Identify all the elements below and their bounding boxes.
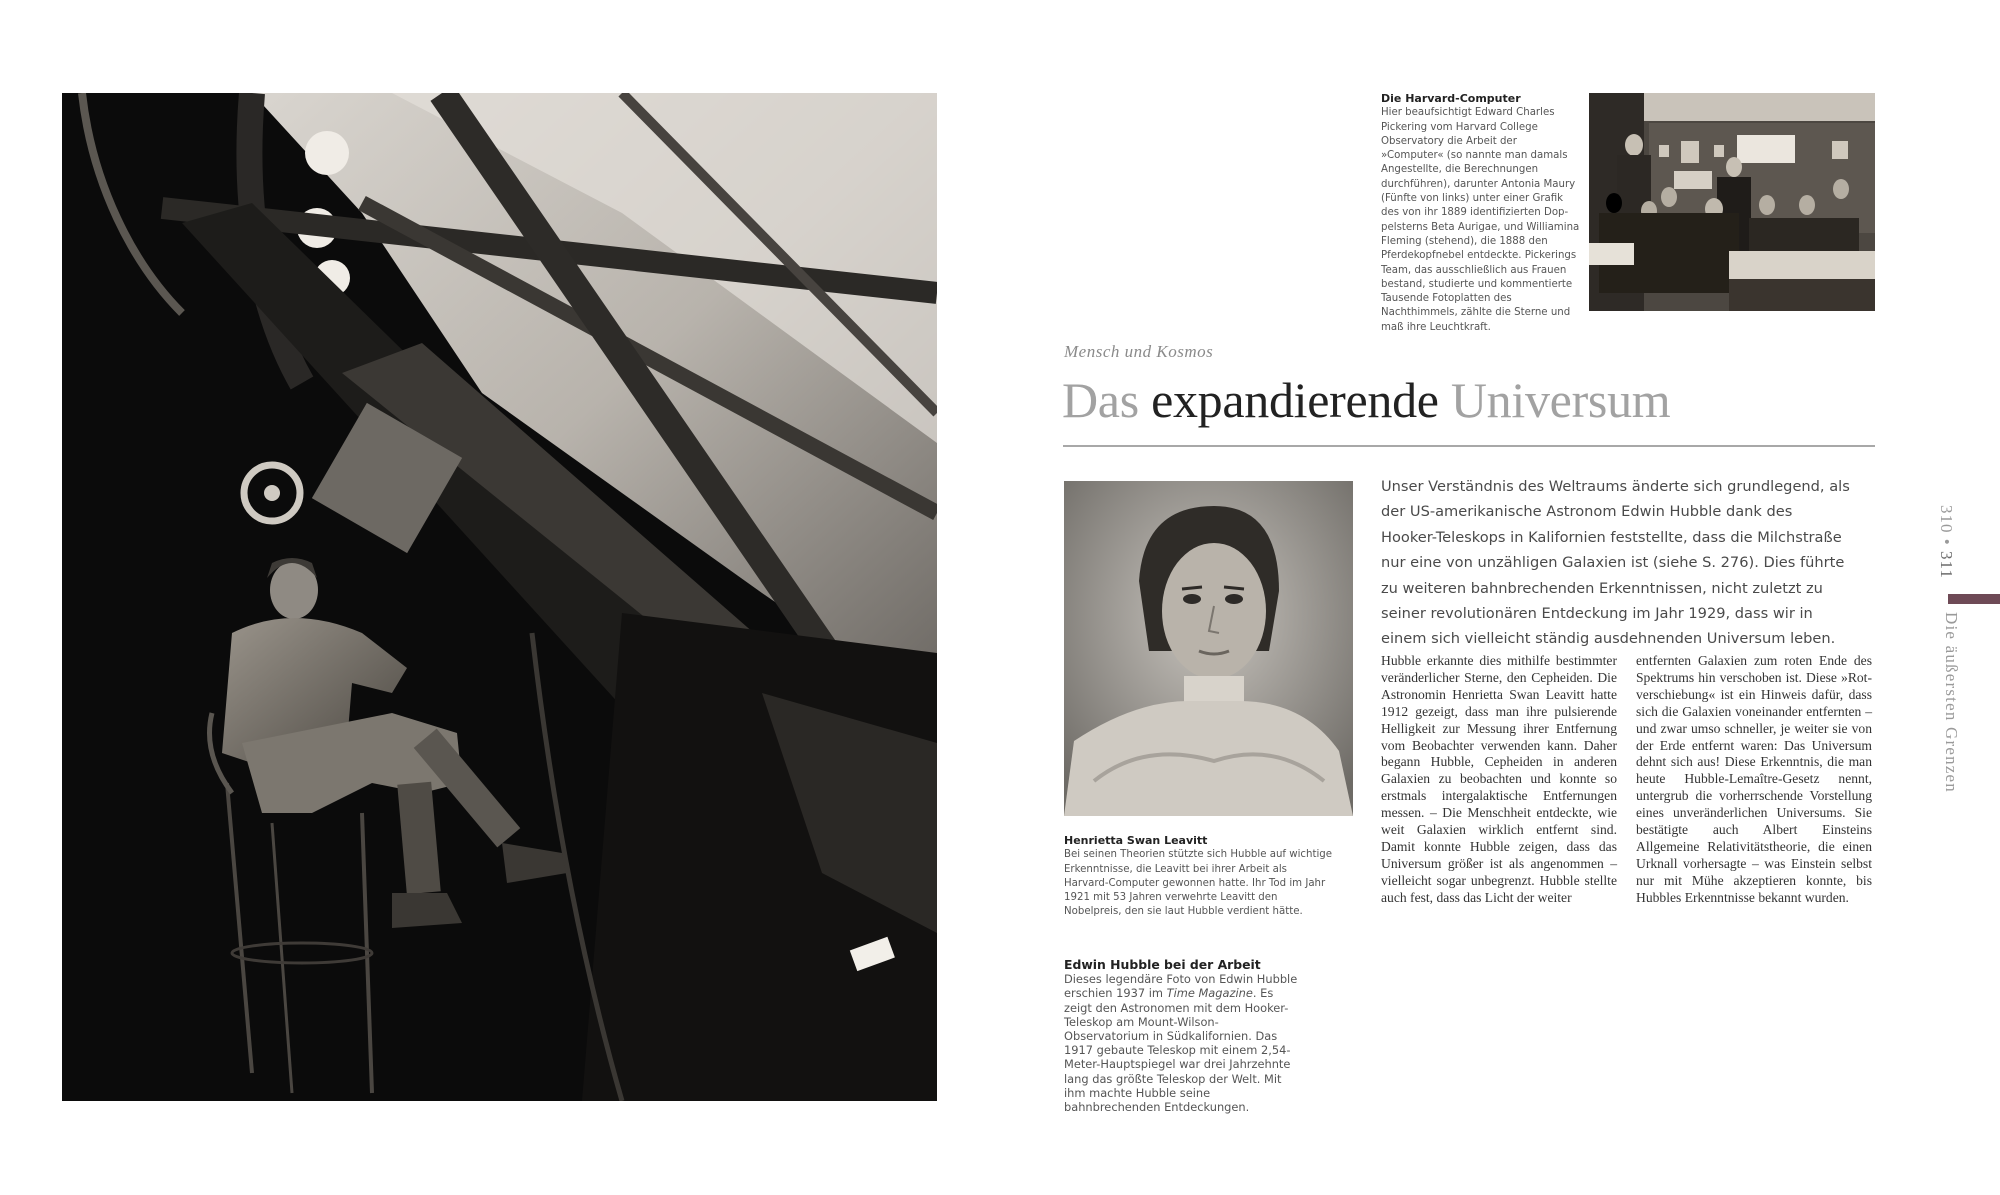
telescope-photo-icon [62,93,937,1101]
caption-text: Hier beaufsichtigt Edward Charles Pickering vom Harvard College Observatory die Arbeit der »Computer« (so nannte man damals Angestellte, die Berechnungen durchführen), darunter Antonia Maury (Fünfte von links) unter einer Grafik des von ihr 1889 identifizierten Doppelsterns Beta Aurigae, und Williamina Fleming (stehend), die 1888 den Pferdekopfnebel entdeckte. Pickerings Team, das ausschließlich aus Frauen bestand, studierte und kommentierte Tausende Fotoplatten des Nachthimmels, zählte die Sterne und maß ihre Leuchtkraft. [1381,107,1580,333]
page-title [1062,370,1670,430]
harvard-computers-photo [1589,93,1875,311]
page-separator: • [1937,538,1956,546]
caption-title: Die Harvard-Computer [1381,92,1521,105]
body-column-2: entfernten Galaxien zum roten Ende des Spektrums hin verschoben ist. Diese »Rotverschiebung« ist ein Hinweis dafür, dass sich die Galaxien voneinander entfernten – und zwar umso schneller, je weiter sie von der Erde entfernt waren: Das Universum dehnt sich aus! Diese Erkenntnis, die man heute Hubble-Lemaître-Gesetz nennt, untergrub die vorherrschende Vorstellung eines unveränderlichen Universums. Sie bestätigte auch Albert Einsteins Allgemeine Relativitätstheorie, die einen Urknall vorhersagte – was Einstein selbst nur mit Mühe akzeptieren konnte, bis Hubbles Erkenntnisse bekannt wurden. [1636,653,1872,905]
title-divider [1063,445,1875,447]
leavitt-caption [1064,834,1334,920]
caption-title: Henrietta Swan Leavitt [1064,834,1208,847]
hubble-telescope-photo [62,93,937,1101]
caption-text-start: Dieses legendäre Foto von Edwin Hubble erschien 1937 im [1064,972,1298,1001]
intro-paragraph: Unser Verständnis des Weltraums änderte sich grundlegend, als der US-amerikanische Astronom Edwin Hubble dank des Hooker-Teleskops in Kalifornien feststellte, dass die Milchstraße nur eine von unzähligen Galaxien ist (siehe S. 276). Dies führte zu weiteren bahnbrechenden Erkenntnissen, nicht zuletzt zu seiner revolutionären Entdeckung im Jahr 1929, dass wir in einem sich vielleicht ständig ausdehnenden Universum leben. [1381,478,1850,648]
page-numbers [1936,505,1966,595]
title-part-2: expandierende [1151,372,1439,428]
body-column-1: Hubble erkannte dies mithilfe bestimmter veränderlicher Sterne, den Cepheiden. Die Astronomin Henrietta Swan Leavitt hatte 1912 gezeigt, dass man ihre pulsierende Helligkeit zur Messung ihrer Entfernung vom Beobachter verwenden kann. Daher begann Hubble, Cepheiden in anderen Galaxien zu beobachten und konnte so erstmals intergalaktische Entfernungen messen. – Die Menschheit entdeckte, wie weit Galaxien wirklich entfernt sind. Damit konnte Hubble zeigen, dass das Universum größer ist als angenommen – vielleicht sogar unbegrenzt. Hubble stellte auch fest, dass das Licht der weiter [1381,653,1617,905]
leavitt-portrait-photo [1064,481,1353,816]
hubble-photo-caption [1064,958,1304,1114]
title-part-1: Das [1062,372,1139,428]
title-part-3: Universum [1450,372,1671,428]
page-number-left: 310 [1937,505,1956,534]
caption-text: Bei seinen Theorien stützte sich Hubble auf wichtige Erkenntnisse, die Leavitt bei ihrer Arbeit als Harvard-Computer gewonnen hatte. Ihr Tod im Jahr 1921 mit 53 Jahren verwehrte Leavitt den Nobelpreis, den sie laut Hubble verdient hätte. [1064,849,1333,918]
section-kicker: Mensch und Kosmos [1064,342,1214,361]
chapter-label: Die äußersten Grenzen [1942,612,1961,793]
portrait-photo-icon [1064,481,1353,816]
chapter-tab-marker [1948,594,2000,604]
office-photo-icon [1589,93,1875,311]
caption-text-end: . Es zeigt den Astronomen mit dem Hooker-Teleskop am Mount-Wilson-Observatorium in Südkalifornien. Das 1917 gebaute Teleskop mit einem 2,54-Meter-Hauptspiegel war drei Jahrzehnte lang das größte Teleskop der Welt. Mit ihm machte Hubble seine bahnbrechenden Entdeckungen. [1064,986,1291,1115]
caption-title: Edwin Hubble bei der Arbeit [1064,957,1261,972]
caption-magazine-title: Time Magazine [1166,986,1253,1001]
page-number-right: 311 [1937,550,1956,579]
harvard-computers-caption [1381,92,1581,335]
